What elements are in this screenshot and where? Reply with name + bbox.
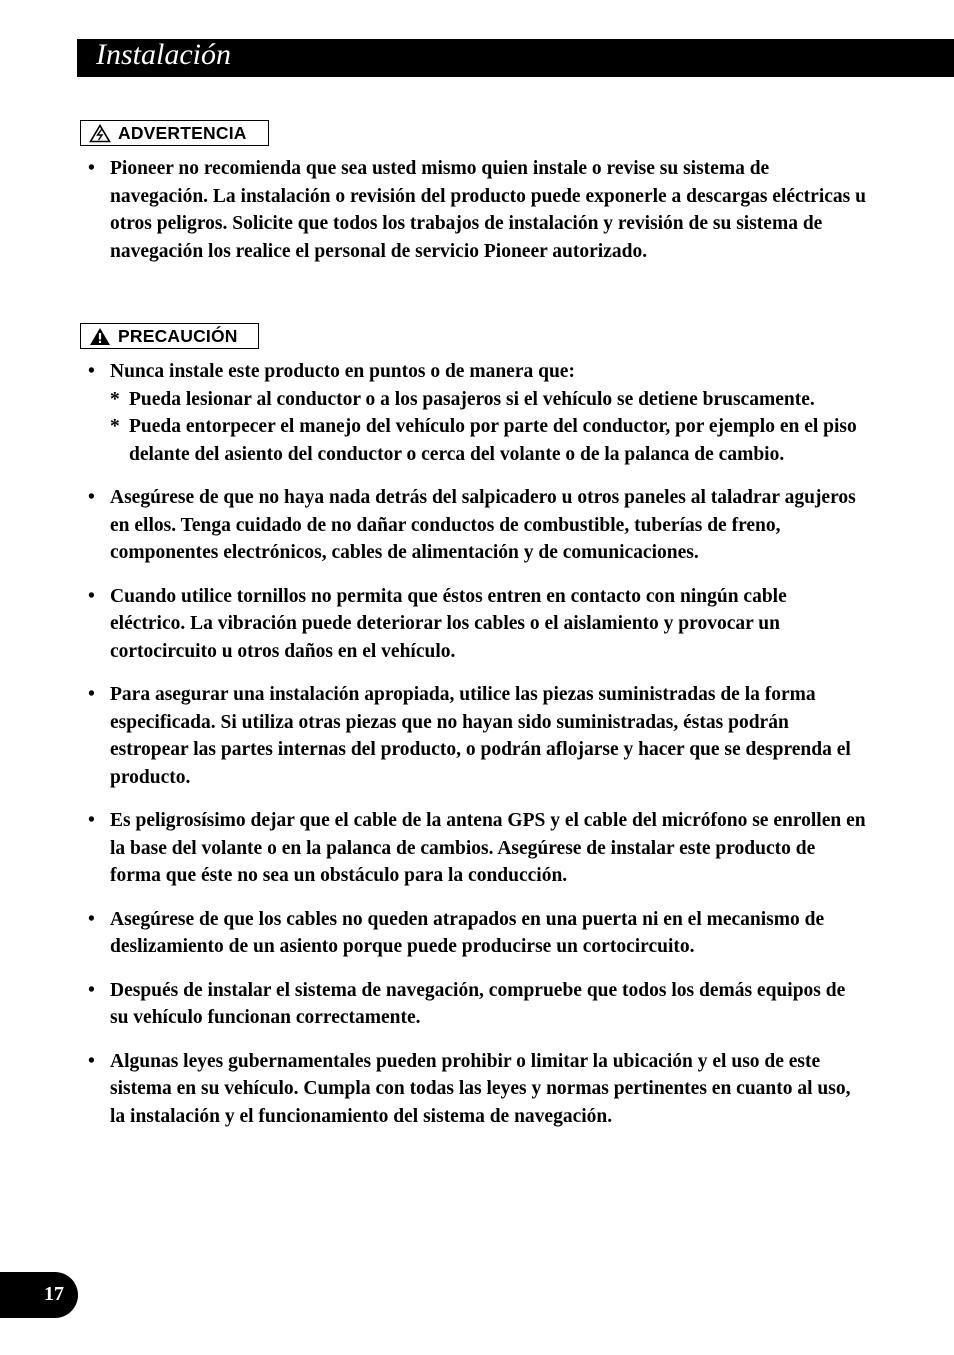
caution-subitem [88, 413, 866, 468]
caution-item-text: Cuando utilice tornillos no permita que éstos entren en contacto con ningún cable eléctrico. La vibración puede deteriorar los cables o el aislamiento y provocar un cortocircuito u otros daños en el vehículo. [110, 585, 787, 662]
caution-label-text: PRECAUCIÓN [118, 325, 238, 346]
bullet-icon: • [88, 810, 95, 831]
caution-filled-triangle-icon [89, 327, 111, 346]
caution-item [88, 583, 866, 666]
warning-item [88, 155, 866, 265]
caution-item [88, 1048, 866, 1131]
caution-item-text: Es peligrosísimo dejar que el cable de la antena GPS y el cable del micrófono se enrollen en la base del volante o en la palanca de cambios. Asegúrese de instalar este producto de forma que éste no sea un obstáculo para la conducción. [110, 810, 866, 886]
caution-item [88, 906, 866, 961]
caution-item-text: Asegúrese de que no haya nada detrás del salpicadero u otros paneles al taladrar agujeros en ellos. Tenga cuidado de no dañar conductos de combustible, tuberías de freno, componentes electrónicos, cables de alimentación y de comunicaciones. [110, 487, 856, 563]
bullet-icon: • [88, 158, 95, 179]
caution-intro-text: Nunca instale este producto en puntos o de manera que: [110, 361, 575, 382]
caution-item-text: Para asegurar una instalación apropiada, utilice las piezas suministradas de la forma especificada. Si utiliza otras piezas que no hayan sido suministradas, éstas podrán estropear las partes internas del producto, o podrán aflojarse y hacer que se desprenda el producto. [110, 684, 851, 788]
asterisk-icon: * [110, 416, 120, 437]
caution-item [88, 681, 866, 791]
caution-subitem-text: Pueda entorpecer el manejo del vehículo por parte del conductor, por ejemplo en el piso delante del asiento del conductor o cerca del volante o de la palanca de cambio. [129, 416, 857, 465]
page-number: 17 [44, 1283, 64, 1305]
caution-item-text: Asegúrese de que los cables no queden atrapados en una puerta ni en el mecanismo de deslizamiento de un asiento porque puede producirse un cortocircuito. [110, 908, 825, 957]
warning-list [88, 155, 866, 265]
caution-item [88, 807, 866, 890]
caution-item-text: Después de instalar el sistema de navegación, compruebe que todos los demás equipos de su vehículo funcionan correctamente. [110, 979, 846, 1028]
bullet-icon: • [88, 585, 95, 607]
caution-item [88, 358, 866, 468]
caution-item-text: Algunas leyes gubernamentales pueden prohibir o limitar la ubicación y el uso de este sistema en su vehículo. Cumpla con todas las leyes y normas pertinentes en cuanto al uso, la instalación y el funcionamiento del sistema de navegación. [110, 1050, 851, 1127]
warning-item-text: Pioneer no recomienda que sea usted mismo quien instale o revise su sistema de navegación. La instalación o revisión del producto puede exponerle a descargas eléctricas u otros peligros. Solicite que todos los trabajos de instalación y revisión de su sistema de navegación los realice el personal de servicio Pioneer autorizado. [110, 158, 866, 262]
warning-label [80, 120, 269, 146]
bullet-icon: • [88, 684, 95, 705]
bullet-icon: • [88, 979, 95, 1001]
caution-subitem-text: Pueda lesionar al conductor o a los pasajeros si el vehículo se detiene bruscamente. [129, 388, 815, 410]
bullet-icon: • [88, 361, 95, 382]
caution-list [88, 358, 866, 1130]
caution-label [80, 323, 259, 349]
warning-label-text: ADVERTENCIA [118, 122, 247, 143]
bullet-icon: • [88, 487, 95, 508]
warning-outline-triangle-icon [89, 124, 111, 143]
caution-subitem [88, 386, 866, 414]
caution-item [88, 977, 866, 1032]
bullet-icon: • [88, 1050, 95, 1072]
section-title: Instalación [96, 38, 231, 71]
bullet-icon: • [88, 908, 95, 930]
page-number-badge [0, 1272, 78, 1318]
asterisk-icon: * [110, 388, 120, 410]
section-header-bar [77, 39, 954, 77]
caution-item [88, 484, 866, 567]
